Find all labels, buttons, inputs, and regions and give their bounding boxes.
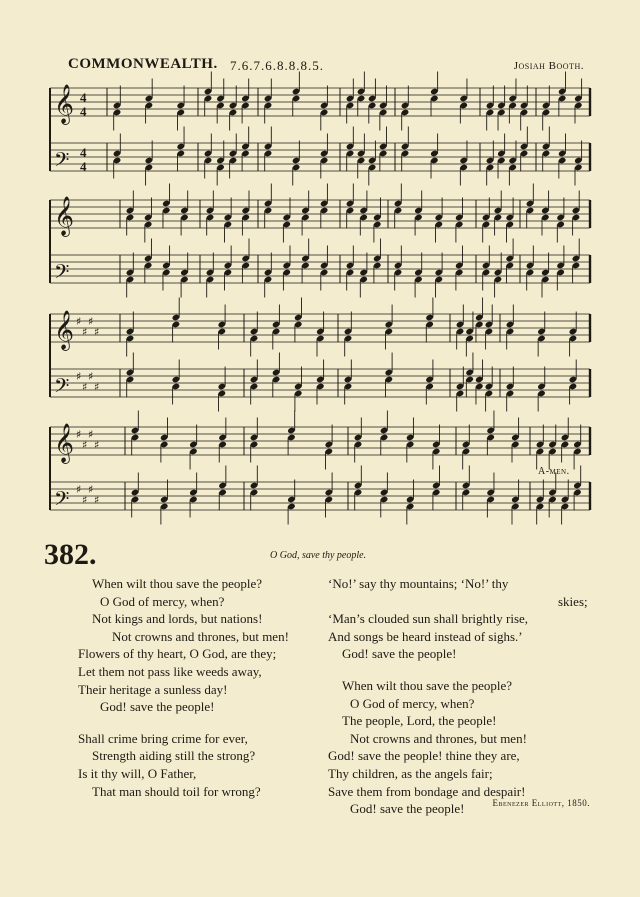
- sharp-icon: ♯: [94, 438, 100, 452]
- time-signature: 4: [80, 145, 87, 160]
- sharp-icon: ♯: [82, 438, 88, 452]
- verse-line: Strength aiding still the strong?: [92, 748, 256, 764]
- hymn-number: 382.: [44, 538, 97, 571]
- verses-right-column: [322, 575, 590, 818]
- verse-line: That man should toil for wrong?: [92, 783, 261, 799]
- bass-clef-icon: 𝄢: [54, 487, 70, 515]
- treble-clef-icon: 𝄞: [54, 84, 75, 124]
- verse-line: God! save the people!: [342, 646, 457, 662]
- verses-left-column: [0, 575, 318, 800]
- sharp-icon: ♯: [82, 493, 88, 507]
- verse-line: Not crowns and thrones, but men!: [112, 628, 289, 644]
- time-signature: 4: [80, 90, 87, 105]
- amen-label: A-men.: [538, 466, 570, 477]
- verse-line: skies;: [558, 593, 588, 609]
- stanza-gap: [0, 716, 318, 730]
- verse-line: When wilt thou save the people?: [342, 677, 513, 693]
- treble-clef-icon: 𝄞: [54, 310, 75, 350]
- sharp-icon: ♯: [82, 380, 88, 394]
- author-attribution: Ebenezer Elliott, 1850.: [492, 798, 590, 808]
- verse-line: The people, Lord, the people!: [342, 713, 497, 729]
- verse-line: God! save the people!: [100, 699, 215, 715]
- sharp-icon: ♯: [94, 493, 100, 507]
- verse-line: ‘No!’ say thy mountains; ‘No!’ thy: [328, 576, 509, 591]
- verse-line: Let them not pass like weeds away,: [78, 663, 262, 679]
- sharp-icon: ♯: [88, 370, 94, 383]
- tune-name: COMMONWEALTH.: [68, 56, 218, 72]
- sharp-icon: ♯: [76, 370, 82, 383]
- verse-line: Shall crime bring crime for ever,: [78, 730, 248, 746]
- verse-line: O God of mercy, when?: [350, 695, 475, 711]
- time-signature: 4: [80, 159, 87, 174]
- tune-meter: 7.6.7.6.8.8.8.5.: [230, 58, 324, 73]
- treble-clef-icon: 𝄞: [54, 423, 75, 463]
- verse-line: Flowers of thy heart, O God, are they;: [78, 646, 277, 662]
- sharp-icon: ♯: [76, 315, 82, 328]
- sharp-icon: ♯: [88, 428, 94, 441]
- verse-line: Not crowns and thrones, but men!: [350, 730, 527, 746]
- sharp-icon: ♯: [82, 325, 88, 339]
- verse-line: Thy children, as the angels fair;: [328, 765, 493, 781]
- sharp-icon: ♯: [94, 325, 100, 339]
- hymn-first-line: O God, save thy people.: [270, 550, 367, 561]
- verse-line: Save them from bondage and despair!: [328, 783, 526, 799]
- sharp-icon: ♯: [76, 428, 82, 441]
- time-signature: 4: [80, 104, 87, 119]
- verse-line: O God of mercy, when?: [100, 593, 225, 609]
- verse-line: God! save the people! thine they are,: [328, 748, 520, 764]
- stanza-gap: [322, 663, 590, 677]
- bass-clef-icon: 𝄢: [54, 148, 70, 176]
- sharp-icon: ♯: [94, 380, 100, 394]
- bass-clef-icon: 𝄢: [54, 374, 70, 402]
- verse-line: When wilt thou save the people?: [92, 576, 263, 591]
- treble-clef-icon: 𝄞: [54, 196, 75, 236]
- verse-line: Is it thy will, O Father,: [78, 765, 197, 781]
- verse-line: ‘Man’s clouded sun shall brightly rise,: [328, 611, 529, 627]
- sharp-icon: ♯: [88, 483, 94, 496]
- sharp-icon: ♯: [88, 315, 94, 328]
- bass-clef-icon: 𝄢: [54, 260, 70, 288]
- verse-line: God! save the people!: [350, 801, 465, 817]
- verse-line: Not kings and lords, but nations!: [92, 611, 263, 627]
- sharp-icon: ♯: [76, 483, 82, 496]
- composer: Josiah Booth.: [513, 60, 584, 72]
- verse-line: Their heritage a sunless day!: [78, 681, 228, 697]
- verse-line: And songs be heard instead of sighs.’: [328, 628, 523, 644]
